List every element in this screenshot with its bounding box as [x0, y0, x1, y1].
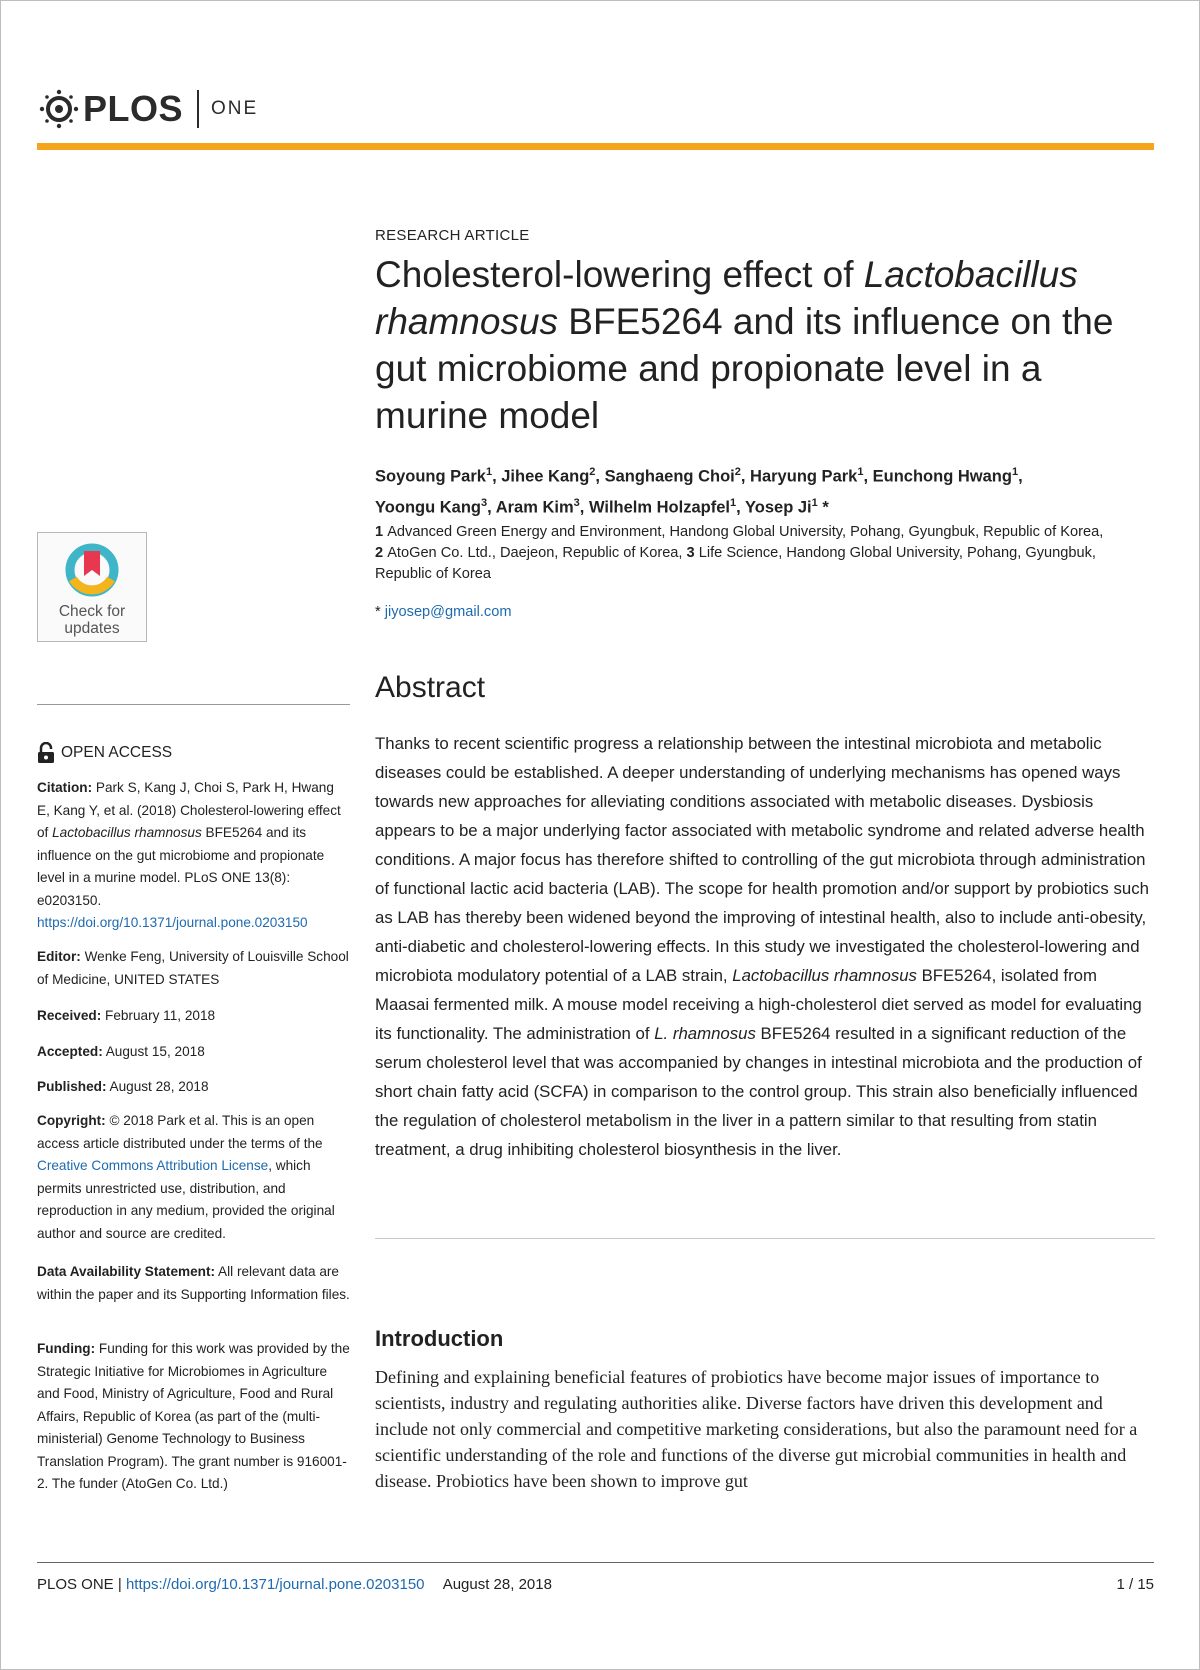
abstract-part: BFE5264 resulted in a significant reduction of the serum cholesterol level that was accompanied by changes in intestinal microbiota and the production of short chain fatty acid (SCFA) in comparison to the control group. This strain also beneficially influenced the regulation of cholesterol metabolism in the liver in a pattern similar to that resulting from statin treatment, a drug inhibiting cholesterol biosynthesis in the liver.	[375, 1024, 1142, 1159]
author-affiliation-number: 2	[589, 466, 596, 478]
funding	[37, 1338, 350, 1496]
abstract-heading: Abstract	[375, 671, 486, 704]
author-name[interactable]: Jihee Kang	[501, 467, 590, 486]
copyright	[37, 1110, 350, 1245]
author-affiliation-number: 1	[857, 466, 864, 478]
introduction-text: Defining and explaining beneficial features of probiotics have become major issues of importance to scientists, industry and regulating authorities alike. Diverse factors have driven this development and include not only commercial and competitive marketing considerations, but also the paramount need for a scientific understanding of the role and functions of the diverse gut microbial communities in health and disease. Probiotics have been shown to improve gut	[375, 1367, 1138, 1491]
author-affiliation-number: 1	[1011, 466, 1019, 478]
copyright-text: © 2018 Park et al. This is an open access article distributed under the terms of the	[37, 1113, 323, 1151]
crossmark-icon	[61, 539, 123, 601]
citation-text: BFE5264 and its influence on the gut microbiome and propionate level in a murine model. PLoS ONE 13(8): e0203150.	[37, 825, 325, 908]
published-value: August 28, 2018	[106, 1079, 209, 1094]
accepted-date	[37, 1041, 350, 1064]
funding-text: Funding for this work was provided by the Strategic Initiative for Microbiomes in Agriculture and Food, Ministry of Agriculture, Food and Rural Affairs, Republic of Korea (as part of the (multi-ministerial) Genome Technology to Business Translation Program). The grant number is 916001-2. The funder (AtoGen Co. Ltd.)	[37, 1341, 350, 1491]
article-title	[375, 251, 1155, 439]
correspondence	[375, 604, 1155, 620]
publisher-wordmark: PLOS	[83, 88, 184, 129]
author-affiliation-number: 3	[481, 496, 488, 509]
footer-divider	[37, 1562, 1154, 1563]
open-access-label	[37, 742, 172, 764]
affiliation-number: 2	[375, 545, 384, 561]
editor	[37, 946, 350, 991]
affiliation-text: AtoGen Co. Ltd., Daejeon, Republic of Korea,	[387, 545, 683, 561]
title-species: Lactobacillus rhamnosus	[375, 254, 1078, 342]
footer-journal: PLOS ONE |	[37, 1576, 122, 1593]
affiliation-text: Life Science, Handong Global University, Pohang, Gyungbuk, Republic of Korea	[375, 545, 1096, 582]
page-number: 1 / 15	[1116, 1576, 1154, 1593]
editor-label: Editor:	[37, 949, 81, 964]
received-value: February 11, 2018	[101, 1008, 216, 1023]
affiliations	[375, 522, 1155, 585]
received-label: Received:	[37, 1008, 102, 1023]
citation-label: Citation:	[37, 780, 93, 795]
title-part: Cholesterol-lowering effect of	[375, 254, 864, 295]
open-lock-icon	[37, 742, 55, 764]
abstract-part: Thanks to recent scientific progress a relationship between the intestinal microbiota and metabolic diseases could be established. A deeper understanding of underlying mechanisms has opened ways towards new approaches for alleviating conditions associated with metabolic diseases. Dysbiosis appears to be a major underlying factor associated with metabolic syndrome and related adverse health conditions. A major focus has therefore shifted to controlling of the gut microbiota through administration of functional lactic acid bacteria (LAB). The scope for health promotion and/or support by probiotics such as LAB has thereby been widened beyond the improving of intestinal health, also to include anti-obesity, anti-diabetic and cholesterol-lowering effects. In this study we investigated the cholesterol-lowering and microbiota modulatory potential of a LAB strain,	[375, 734, 1149, 985]
correspondence-mark: *	[375, 604, 381, 620]
received-date	[37, 1005, 350, 1028]
logo-divider	[197, 90, 199, 128]
citation-doi-link[interactable]: https://doi.org/10.1371/journal.pone.0203150	[37, 915, 308, 930]
abstract-species: L. rhamnosus	[654, 1024, 756, 1043]
author-affiliation-number: 1	[730, 496, 737, 509]
author-affiliation-number: 1	[811, 496, 818, 509]
abstract-text	[375, 729, 1155, 1164]
affiliation-number: 3	[686, 545, 695, 561]
author-name[interactable]: Aram Kim	[495, 498, 574, 516]
accepted-value: August 15, 2018	[102, 1044, 205, 1059]
plos-logo-icon	[39, 89, 79, 129]
data-availability	[37, 1261, 350, 1306]
author-affiliation-number: 3	[573, 496, 580, 509]
author-affiliation-number: 2	[734, 466, 741, 478]
citation	[37, 777, 350, 935]
citation-species: Lactobacillus rhamnosus	[52, 825, 202, 840]
author-name[interactable]: Sanghaeng Choi	[604, 467, 735, 486]
correspondence-email-link[interactable]: jiyosep@gmail.com	[384, 604, 512, 620]
copyright-label: Copyright:	[37, 1113, 106, 1128]
footer-date: August 28, 2018	[442, 1576, 552, 1593]
published-label: Published:	[37, 1079, 107, 1094]
introduction-heading: Introduction	[375, 1326, 504, 1351]
journal-name: ONE	[211, 98, 259, 119]
accepted-label: Accepted:	[37, 1044, 103, 1059]
journal-logo[interactable]	[39, 89, 258, 129]
affiliation-number: 1	[375, 524, 384, 540]
published-date	[37, 1076, 350, 1099]
header-accent-bar	[37, 143, 1154, 150]
title-part: BFE5264 and its influence on the gut microbiome and propionate level in a murine model	[375, 301, 1114, 436]
author-list: Soyoung Park$^1$, Jihee Kang$^2$, Sanghaeng Choi$^2$, Haryung Park$^1$, Eunchong Hwang$^1$, Yoongu Kang$^3$, Aram Kim$^3$, Wilhelm Holzapfel$^1$, Yosep Ji$^1$ *	[375, 466, 1023, 516]
author-name[interactable]: Haryung Park	[750, 467, 858, 486]
sidebar-divider	[37, 704, 350, 705]
footer-doi-link[interactable]: https://doi.org/10.1371/journal.pone.0203150	[125, 1576, 425, 1593]
author-name[interactable]: Yosep Ji	[745, 498, 812, 516]
check-for-updates-badge[interactable]	[37, 532, 147, 642]
citation-text: Park S, Kang J, Choi S, Park H, Hwang E, Kang Y, et al. (2018) Cholesterol-lowering effect of	[37, 780, 341, 840]
abstract-divider	[375, 1238, 1155, 1239]
author-affiliation-number: 1	[485, 466, 493, 478]
author-name[interactable]: Eunchong Hwang	[872, 467, 1012, 486]
editor-text: Wenke Feng, University of Louisville School of Medicine, UNITED STATES	[37, 949, 349, 987]
article-type: RESEARCH ARTICLE	[375, 227, 530, 244]
data-availability-label: Data Availability Statement:	[37, 1264, 216, 1279]
author-name[interactable]: Wilhelm Holzapfel	[588, 498, 730, 516]
affiliation-text: Advanced Green Energy and Environment, Handong Global University, Pohang, Gyungbuk, Republic of Korea,	[387, 524, 1104, 540]
license-link[interactable]: Creative Commons Attribution License	[37, 1158, 269, 1173]
check-for-updates-label: Check for updates	[58, 603, 126, 637]
copyright-text: , which permits unrestricted use, distribution, and reproduction in any medium, provided the original author and source are credited.	[37, 1158, 335, 1241]
corresponding-author-mark: *	[822, 498, 829, 516]
abstract-part: BFE5264, isolated from Maasai fermented milk. A mouse model receiving a high-cholesterol diet served as model for evaluating its functionality. The administration of	[375, 966, 1142, 1043]
open-access-text: OPEN ACCESS	[61, 744, 173, 761]
abstract-species: Lactobacillus rhamnosus	[732, 966, 917, 985]
data-availability-text: All relevant data are within the paper and its Supporting Information files.	[37, 1264, 350, 1302]
author-name[interactable]: Yoongu Kang	[375, 498, 482, 516]
page-footer	[37, 1576, 1154, 1593]
funding-label: Funding:	[37, 1341, 96, 1356]
author-name[interactable]: Soyoung Park	[375, 467, 486, 486]
